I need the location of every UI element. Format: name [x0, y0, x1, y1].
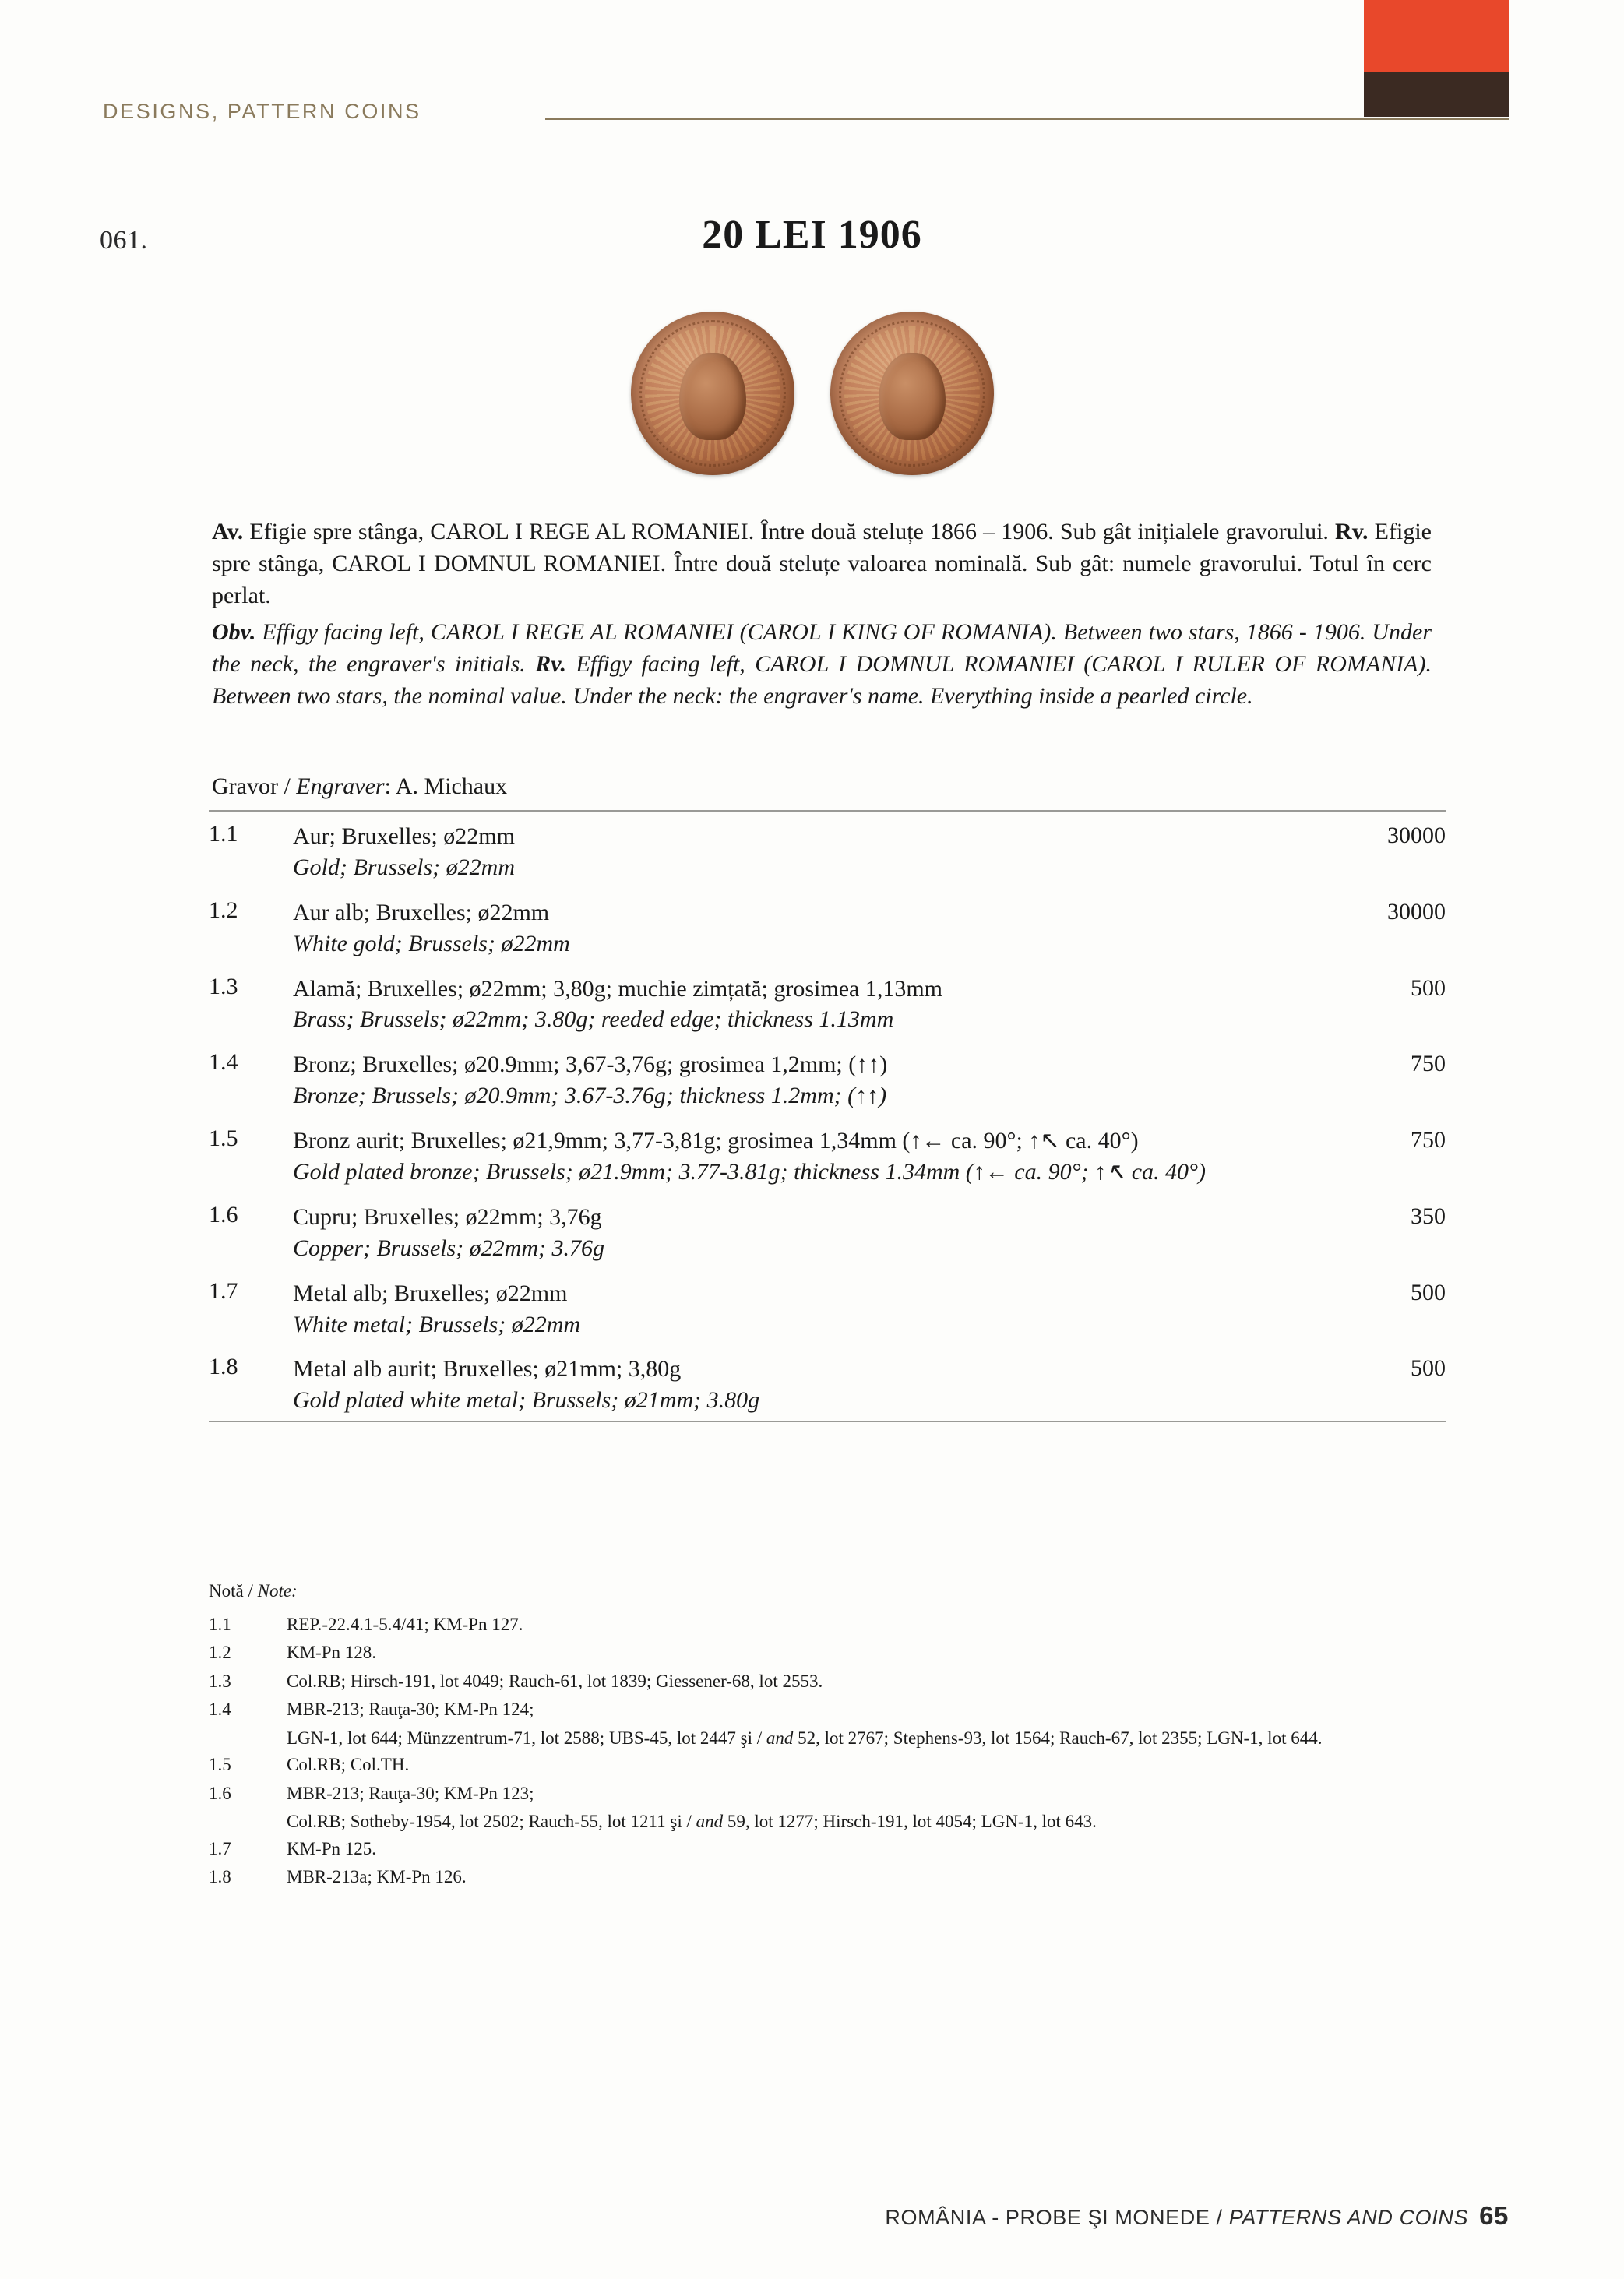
page-title: 20 LEI 1906: [702, 213, 922, 257]
table-row: [209, 1040, 1446, 1116]
reverse-label-ro: Rv.: [1335, 519, 1369, 544]
note-cont-b: 59, lot 1277; Hirsch-191, lot 4054; LGN-1, lot 643.: [723, 1812, 1097, 1831]
coin-effigy: [679, 353, 746, 440]
corner-color-mark: [1364, 0, 1509, 117]
page-footer: [885, 2201, 1509, 2231]
note-item: [209, 1612, 1446, 1639]
variant-text-ro: Metal alb aurit; Bruxelles; ø21mm; 3,80g: [293, 1356, 682, 1383]
variant-number: 1.6: [209, 1201, 238, 1228]
variant-text-ro: Aur; Bruxelles; ø22mm: [293, 823, 515, 849]
variant-quantity: 750: [1411, 1127, 1446, 1154]
variant-description: [293, 1125, 1305, 1188]
description-block: [212, 516, 1432, 713]
note-continuation: [287, 1809, 1446, 1836]
note-cont-and: and: [766, 1728, 794, 1748]
variant-number: 1.2: [209, 896, 238, 923]
engraver-value: : A. Michaux: [384, 773, 508, 799]
note-cont-b: 52, lot 2767; Stephens-93, lot 1564; Rauch-67, lot 2355; LGN-1, lot 644.: [793, 1728, 1323, 1748]
table-row: [209, 964, 1446, 1041]
obverse-label-en: Obv.: [212, 619, 256, 646]
note-item: [209, 1752, 1446, 1779]
variant-number: 1.4: [209, 1049, 238, 1076]
corner-mark-red: [1364, 0, 1509, 72]
variant-text-en: White metal; Brussels; ø22mm: [293, 1311, 581, 1337]
table-row: [209, 1269, 1446, 1345]
note-number: 1.6: [209, 1783, 231, 1803]
note-item: [209, 1640, 1446, 1667]
note-text: MBR-213; Rauţa-30; KM-Pn 123;: [287, 1783, 534, 1803]
variant-description: [293, 821, 1305, 883]
variant-description: [293, 1278, 1305, 1340]
obverse-text-en: Effigy facing left, CAROL I REGE AL ROMANIEI (CAROL I KING OF ROMANIA). Between two stars, 1866 - 1906. Under the neck, the engraver's initials.: [212, 619, 1432, 678]
note-number: 1.4: [209, 1700, 231, 1719]
variants-table: [209, 810, 1446, 1422]
coin-effigy: [879, 353, 946, 440]
variant-text-ro: Bronz aurit; Bruxelles; ø21,9mm; 3,77-3,81g; grosimea 1,34mm (↑← ca. 90°; ↑↖ ca. 40°): [293, 1128, 1139, 1154]
coin-legend-texture: [645, 326, 780, 461]
footer-text: [885, 2206, 1468, 2230]
variant-text-en: Gold; Brussels; ø22mm: [293, 854, 515, 880]
variant-text-ro: Bronz; Bruxelles; ø20.9mm; 3,67-3,76g; grosimea 1,2mm; (↑↑): [293, 1051, 888, 1078]
entry-number: 061.: [100, 226, 148, 255]
variant-number: 1.7: [209, 1277, 238, 1304]
coin-images: [0, 312, 1624, 475]
note-text: Col.RB; Col.TH.: [287, 1755, 410, 1774]
note-number: 1.1: [209, 1614, 231, 1634]
variant-text-en: Copper; Brussels; ø22mm; 3.76g: [293, 1235, 604, 1261]
variant-description: [293, 1049, 1305, 1111]
variant-quantity: 500: [1411, 1355, 1446, 1382]
variant-number: 1.1: [209, 821, 238, 847]
note-number: 1.2: [209, 1643, 231, 1662]
table-row: [209, 1192, 1446, 1269]
running-head: DESIGNS, PATTERN COINS: [103, 100, 421, 123]
variant-text-en: Gold plated white metal; Brussels; ø21mm; 3.80g: [293, 1387, 760, 1414]
obverse-label-ro: Av.: [212, 519, 244, 544]
variant-description: [293, 1202, 1305, 1264]
variant-text-ro: Aur alb; Bruxelles; ø22mm: [293, 899, 550, 925]
variant-text-ro: Metal alb; Bruxelles; ø22mm: [293, 1280, 568, 1306]
footer-text-ro: ROMÂNIA - PROBE ŞI MONEDE /: [885, 2206, 1229, 2229]
coin-obverse-image: [631, 312, 794, 475]
table-row: [209, 812, 1446, 888]
footer-text-en: PATTERNS AND COINS: [1228, 2206, 1469, 2229]
note-item: [209, 1668, 1446, 1696]
table-bottom-rule: [209, 1421, 1446, 1422]
header-rule: [545, 118, 1509, 120]
note-text: MBR-213; Rauţa-30; KM-Pn 124;: [287, 1700, 534, 1719]
variant-number: 1.3: [209, 973, 238, 999]
engraver-label-en: Engraver: [296, 773, 385, 799]
note-item: [209, 1836, 1446, 1863]
variant-description: [293, 974, 1305, 1036]
note-text: REP.-22.4.1-5.4/41; KM-Pn 127.: [287, 1614, 523, 1634]
variant-text-ro: Cupru; Bruxelles; ø22mm; 3,76g: [293, 1203, 602, 1230]
notes-title-en: Note:: [257, 1581, 298, 1601]
variant-number: 1.5: [209, 1125, 238, 1152]
coin-reverse-image: [830, 312, 994, 475]
notes-block: [209, 1578, 1446, 1893]
note-text: MBR-213a; KM-Pn 126.: [287, 1867, 467, 1886]
variant-text-en: Bronze; Brussels; ø20.9mm; 3.67-3.76g; thickness 1.2mm; (↑↑): [293, 1083, 887, 1109]
variant-quantity: 500: [1411, 1279, 1446, 1305]
note-number: 1.3: [209, 1671, 231, 1691]
note-text: Col.RB; Hirsch-191, lot 4049; Rauch-61, lot 1839; Giessener-68, lot 2553.: [287, 1671, 823, 1691]
note-item: [209, 1864, 1446, 1891]
variant-quantity: 30000: [1387, 898, 1446, 925]
description-english: [212, 616, 1432, 712]
variant-quantity: 350: [1411, 1203, 1446, 1229]
note-cont-and: and: [696, 1812, 724, 1831]
note-item: [209, 1781, 1446, 1808]
note-number: 1.7: [209, 1838, 231, 1858]
variant-quantity: 750: [1411, 1051, 1446, 1077]
note-text: KM-Pn 125.: [287, 1838, 377, 1858]
coin-legend-texture: [844, 326, 980, 461]
variant-number: 1.8: [209, 1354, 238, 1380]
note-continuation: [287, 1725, 1446, 1752]
notes-title-ro: Notă /: [209, 1581, 258, 1601]
reverse-text-en: Effigy facing left, CAROL I DOMNUL ROMANIEI (CAROL I RULER OF ROMANIA). Between two stars, the nominal value. Under the neck: the engraver's name. Everything inside a pearled circle.: [212, 651, 1432, 710]
table-row: [209, 888, 1446, 964]
variant-text-en: White gold; Brussels; ø22mm: [293, 930, 570, 956]
variant-quantity: 30000: [1387, 822, 1446, 848]
reverse-label-en: Rv.: [535, 651, 566, 678]
engraver-label-ro: Gravor /: [212, 773, 297, 799]
note-number: 1.5: [209, 1755, 231, 1774]
variant-text-en: Brass; Brussels; ø22mm; 3.80g; reeded edge; thickness 1.13mm: [293, 1006, 894, 1033]
engraver-line: [212, 773, 507, 800]
notes-title: [209, 1578, 1446, 1605]
table-row: [209, 1116, 1446, 1192]
note-number: 1.8: [209, 1867, 231, 1886]
variant-text-en: Gold plated bronze; Brussels; ø21.9mm; 3.77-3.81g; thickness 1.34mm (↑← ca. 90°; ↑↖ ca. 40°): [293, 1159, 1207, 1185]
obverse-text-ro: Efigie spre stânga, CAROL I REGE AL ROMANIEI. Între două steluțe 1866 – 1906. Sub gât inițialele gravorului.: [243, 519, 1336, 544]
variant-quantity: 500: [1411, 974, 1446, 1001]
note-item: [209, 1696, 1446, 1724]
variant-description: [293, 897, 1305, 960]
page-number: 65: [1479, 2201, 1509, 2230]
note-text: KM-Pn 128.: [287, 1643, 377, 1662]
corner-mark-dark: [1364, 72, 1509, 117]
note-cont-a: Col.RB; Sotheby-1954, lot 2502; Rauch-55, lot 1211 şi /: [287, 1812, 696, 1831]
variant-description: [293, 1354, 1305, 1416]
table-row: [209, 1344, 1446, 1421]
reverse-text-ro: Efigie spre stânga, CAROL I DOMNUL ROMANIEI. Între două steluțe valoarea nominală. Sub gât: numele gravorului. Totul în cerc perlat.: [212, 519, 1432, 609]
variant-text-ro: Alamă; Bruxelles; ø22mm; 3,80g; muchie zimțată; grosimea 1,13mm: [293, 975, 943, 1002]
note-cont-a: LGN-1, lot 644; Münzzentrum-71, lot 2588; UBS-45, lot 2447 şi /: [287, 1728, 766, 1748]
